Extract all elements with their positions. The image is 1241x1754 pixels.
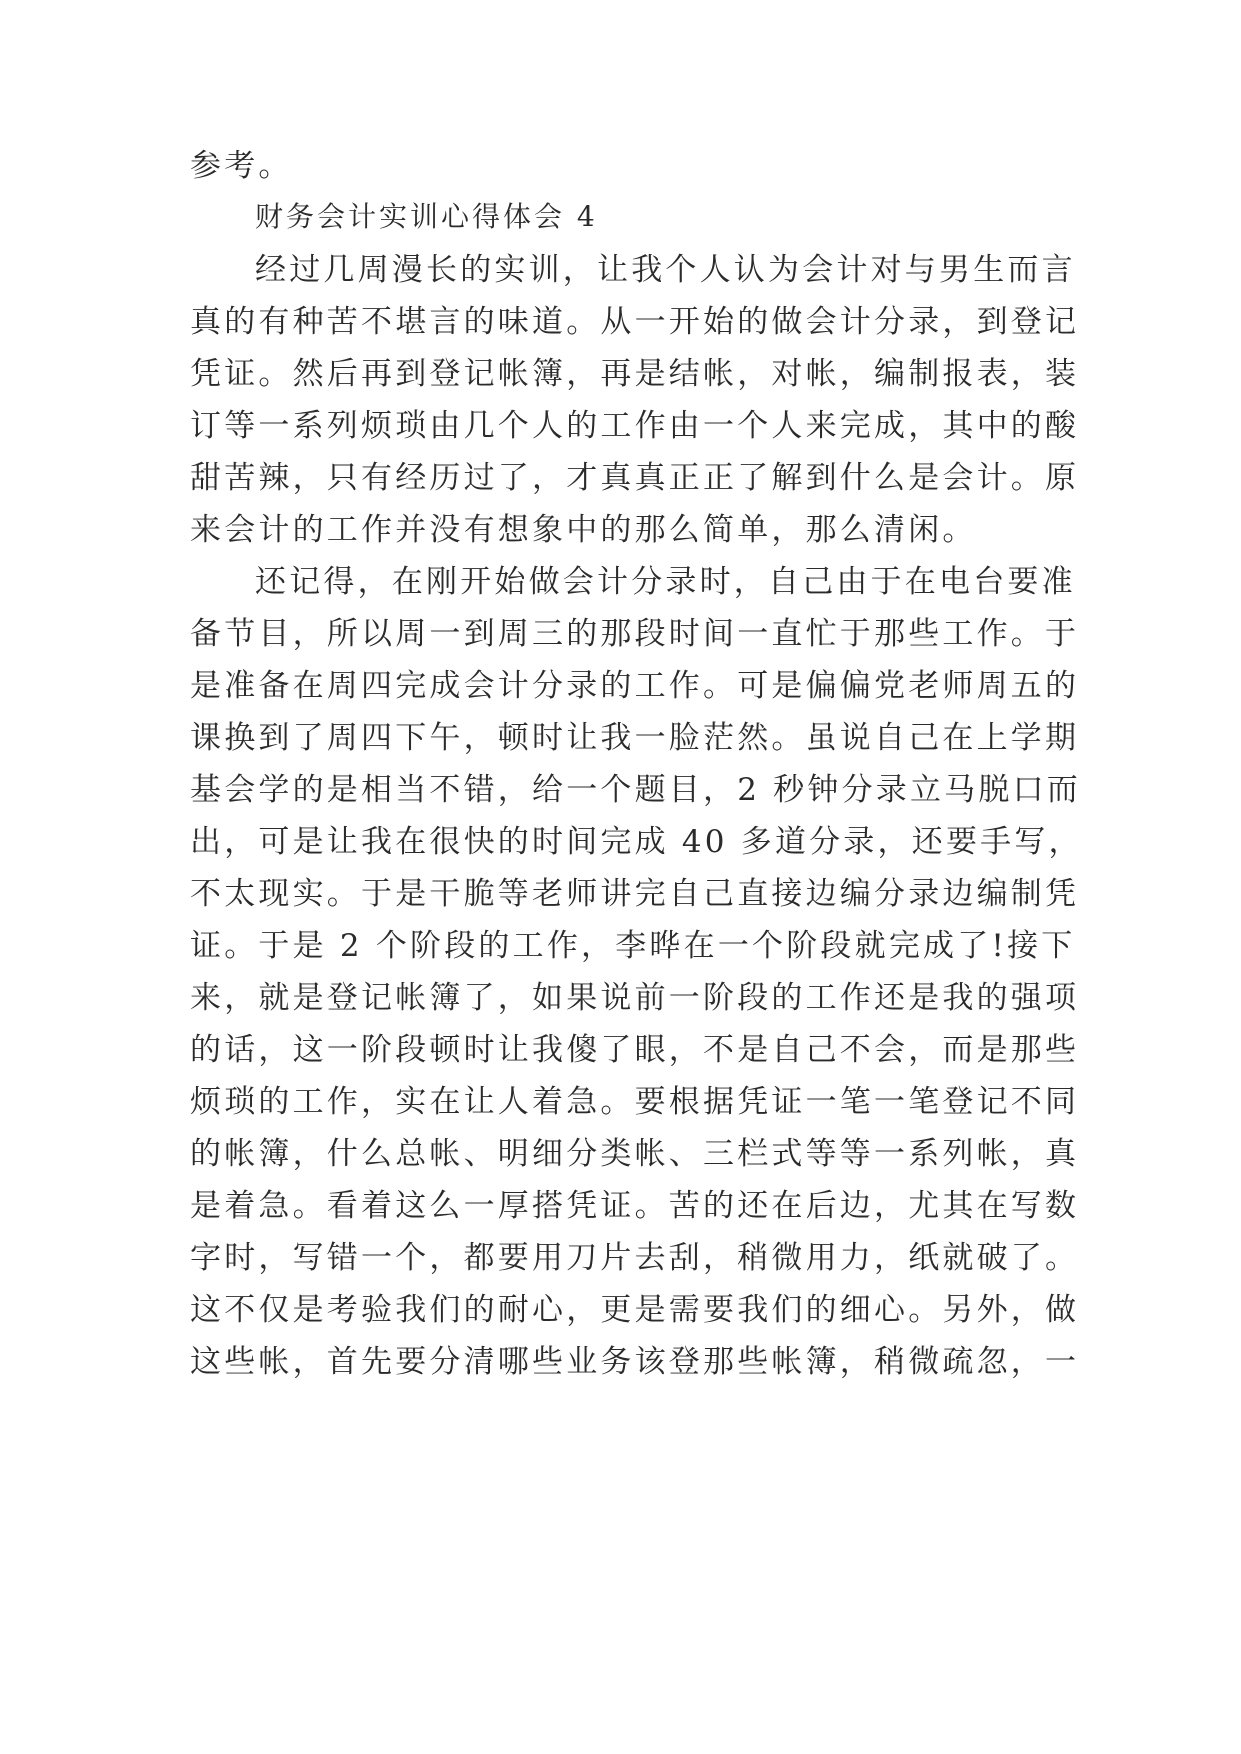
paragraph-line: 的帐簿，什么总帐、明细分类帐、三栏式等等一系列帐，真 — [190, 1136, 1080, 1172]
paragraph-line: 证。于是 2 个阶段的工作，李晔在一个阶段就完成了!接下 — [190, 928, 1076, 964]
paragraph-line: 基会学的是相当不错，给一个题目，2 秒钟分录立马脱口而 — [190, 772, 1081, 808]
paragraph-line: 真的有种苦不堪言的味道。从一开始的做会计分录，到登记 — [190, 304, 1080, 340]
paragraph-line: 课换到了周四下午，顿时让我一脸茫然。虽说自己在上学期 — [190, 720, 1080, 756]
paragraph-line: 备节目，所以周一到周三的那段时间一直忙于那些工作。于 — [190, 616, 1080, 652]
paragraph-line: 烦琐的工作，实在让人着急。要根据凭证一笔一笔登记不同 — [190, 1084, 1080, 1120]
paragraph-line: 甜苦辣，只有经历过了，才真真正正了解到什么是会计。原 — [190, 460, 1080, 496]
paragraph-line: 还记得，在刚开始做会计分录时，自己由于在电台要准 — [255, 564, 1076, 600]
paragraph-line: 订等一系列烦琐由几个人的工作由一个人来完成，其中的酸 — [190, 408, 1080, 444]
paragraph-line: 是准备在周四完成会计分录的工作。可是偏偏党老师周五的 — [190, 668, 1080, 704]
section-heading: 财务会计实训心得体会 4 — [255, 200, 598, 233]
paragraph-line: 凭证。然后再到登记帐簿，再是结帐，对帐，编制报表，装 — [190, 356, 1080, 392]
paragraph-line: 这不仅是考验我们的耐心，更是需要我们的细心。另外，做 — [190, 1292, 1080, 1328]
paragraph-line: 参考。 — [190, 148, 293, 184]
paragraph-line: 经过几周漫长的实训，让我个人认为会计对与男生而言 — [255, 252, 1076, 288]
paragraph-line: 来，就是登记帐簿了，如果说前一阶段的工作还是我的强项 — [190, 980, 1080, 1016]
paragraph-line: 是着急。看着这么一厚搭凭证。苦的还在后边，尤其在写数 — [190, 1188, 1080, 1224]
paragraph-line: 来会计的工作并没有想象中的那么简单，那么清闲。 — [190, 512, 977, 548]
paragraph-line: 这些帐，首先要分清哪些业务该登那些帐簿，稍微疏忽，一 — [190, 1344, 1080, 1380]
paragraph-line: 字时，写错一个，都要用刀片去刮，稍微用力，纸就破了。 — [190, 1240, 1080, 1276]
paragraph-line: 出，可是让我在很快的时间完成 40 多道分录，还要手写， — [190, 824, 1083, 860]
paragraph-line: 不太现实。于是干脆等老师讲完自己直接边编分录边编制凭 — [190, 876, 1080, 912]
paragraph-line: 的话，这一阶段顿时让我傻了眼，不是自己不会，而是那些 — [190, 1032, 1080, 1068]
